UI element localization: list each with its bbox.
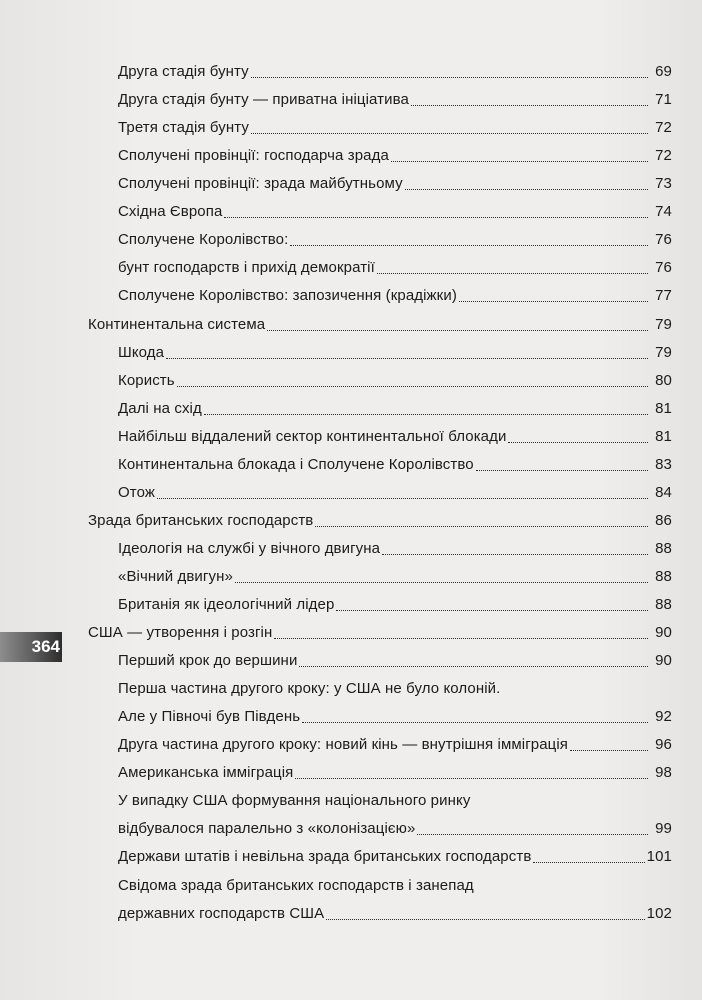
- toc-entry[interactable]: [0, 426, 702, 448]
- toc-entry-row: [118, 61, 672, 83]
- toc-entry[interactable]: [0, 566, 702, 588]
- toc-entry-title: Друга частина другого кроку: новий кінь — внутрішня імміграція: [118, 736, 569, 754]
- toc-entry-title: Східна Європа: [118, 203, 223, 221]
- toc-entry-row: [118, 257, 672, 279]
- dot-leader: [251, 132, 648, 134]
- dot-leader: [166, 357, 648, 359]
- toc-entry-title: Але у Півночі був Південь: [118, 708, 301, 726]
- toc-entry-row: [118, 89, 672, 111]
- toc-entry[interactable]: [0, 762, 702, 784]
- toc-entry-page: 88: [655, 539, 672, 557]
- toc-entry-title: США — утворення і розгін: [88, 624, 273, 641]
- toc-entry-row: [118, 846, 672, 868]
- toc-entry-title: Найбільш віддалений сектор континентальної блокади: [118, 427, 507, 445]
- toc-entry-page: 101: [646, 848, 672, 866]
- toc-entry-title: Друга стадія бунту — приватна ініціатива: [118, 91, 409, 108]
- toc-entry-row: [118, 201, 672, 223]
- toc-entry-row: [118, 145, 672, 167]
- toc-entry[interactable]: [0, 482, 702, 504]
- toc-entry-page: 71: [655, 91, 672, 108]
- toc-entry-page: 69: [655, 63, 672, 80]
- toc-entry-row: [118, 762, 672, 784]
- toc-entry-page: 99: [655, 820, 672, 838]
- toc-entry-title: Сполучене Королівство:: [118, 231, 289, 249]
- dot-leader: [290, 244, 648, 246]
- toc-entry-title: відбувалося паралельно з «колонізацією»: [118, 820, 416, 838]
- toc-entry-page: 81: [655, 399, 672, 417]
- toc-entry-page: 88: [655, 567, 672, 585]
- toc-entry-row: [118, 594, 672, 616]
- toc-entry-title: Перший крок до вершини: [118, 652, 298, 670]
- toc-entry-row: [118, 117, 672, 139]
- toc-entry[interactable]: [0, 314, 702, 336]
- toc-entry-row: [118, 538, 672, 560]
- toc-entry-page: 74: [655, 203, 672, 221]
- toc-entry-page: 72: [655, 119, 672, 137]
- toc-entry[interactable]: [0, 257, 702, 279]
- toc-entry-page: 88: [655, 596, 672, 613]
- toc-entry-page: 72: [655, 147, 672, 165]
- page-number: 364: [31, 637, 60, 656]
- toc-entry-title: Континентальна блокада і Сполучене Королівство: [118, 455, 474, 473]
- toc-entry[interactable]: [0, 622, 702, 644]
- toc-entry-row: [118, 734, 672, 756]
- toc-entry-page: 102: [646, 904, 672, 922]
- toc-entry[interactable]: [0, 903, 702, 925]
- dot-leader: [508, 441, 648, 443]
- toc-entry-row: [118, 398, 672, 420]
- dot-leader: [459, 300, 648, 302]
- dot-leader: [177, 385, 648, 387]
- toc-entry-page: 79: [655, 343, 672, 361]
- toc-entry[interactable]: [0, 454, 702, 476]
- toc-entry-row: [118, 790, 672, 812]
- toc-entry-row: [118, 370, 672, 392]
- dot-leader: [204, 413, 648, 415]
- toc-entry-title: Сполучені провінції: господарча зрада: [118, 147, 389, 165]
- toc-entry-page: 96: [655, 736, 672, 754]
- toc-entry[interactable]: [0, 398, 702, 420]
- toc-entry[interactable]: [0, 145, 702, 167]
- toc-entry-title: Держави штатів і невільна зрада британських господарств: [118, 848, 532, 866]
- toc-entry-title: Друга стадія бунту: [118, 63, 249, 80]
- toc-entry-row: [118, 818, 672, 840]
- toc-entry-page: 90: [655, 624, 672, 641]
- toc-entry-title: Зрада британських господарств: [88, 511, 314, 529]
- toc-entry-title: Британія як ідеологічний лідер: [118, 596, 335, 613]
- toc-entry-row: [118, 342, 672, 364]
- dot-leader: [157, 497, 648, 499]
- toc-entry-row: [118, 229, 672, 251]
- toc-entry[interactable]: [0, 229, 702, 251]
- toc-entry-page: 79: [655, 315, 672, 333]
- toc-entry[interactable]: [0, 678, 702, 700]
- toc-entry[interactable]: [0, 594, 702, 616]
- toc-entry-row: [118, 482, 672, 504]
- dot-leader: [382, 553, 648, 555]
- toc-entry-row: [88, 622, 672, 644]
- toc-entry-row: [118, 454, 672, 476]
- toc-entry-page: 84: [655, 483, 672, 501]
- toc-entry[interactable]: [0, 173, 702, 195]
- toc-entry-title: державних господарств США: [118, 904, 325, 922]
- toc-entry-page: 98: [655, 764, 672, 782]
- toc-entry-title: Далі на схід: [118, 399, 202, 417]
- toc-entry-row: [118, 285, 672, 307]
- toc-entry[interactable]: [0, 790, 702, 812]
- toc-entry[interactable]: [0, 875, 702, 897]
- dot-leader: [302, 721, 648, 723]
- dot-leader: [391, 160, 648, 162]
- dot-leader: [417, 833, 648, 835]
- toc-entry-page: 81: [655, 427, 672, 445]
- toc-entry-title: Сполучені провінції: зрада майбутньому: [118, 175, 403, 193]
- toc-entry[interactable]: [0, 510, 702, 532]
- toc-entry-row: [118, 173, 672, 195]
- toc-entry-page: 77: [655, 287, 672, 305]
- toc-entry-title: Американська імміграція: [118, 764, 294, 782]
- toc-entry-title: Користь: [118, 371, 175, 389]
- toc-entry[interactable]: [0, 818, 702, 840]
- dot-leader: [251, 76, 648, 78]
- toc-entry[interactable]: [0, 370, 702, 392]
- dot-leader: [326, 918, 644, 920]
- dot-leader: [274, 637, 648, 639]
- dot-leader: [295, 777, 648, 779]
- toc-entry-row: [118, 875, 672, 897]
- toc-entry-title: Сполучене Королівство: запозичення (крадіжки): [118, 287, 457, 305]
- toc-entry[interactable]: [0, 846, 702, 868]
- toc-entry-row: [88, 314, 672, 336]
- toc-entry-page: 73: [655, 175, 672, 193]
- dot-leader: [377, 272, 648, 274]
- toc-entry[interactable]: [0, 201, 702, 223]
- dot-leader: [411, 104, 648, 106]
- dot-leader: [235, 581, 648, 583]
- toc-entry[interactable]: [0, 89, 702, 111]
- toc-entry-row: [118, 706, 672, 728]
- toc-entry-page: 80: [655, 371, 672, 389]
- toc-entry[interactable]: [0, 285, 702, 307]
- toc-entry-title: Шкода: [118, 343, 165, 361]
- toc-entry-title: Свідома зрада британських господарств і занепад: [118, 876, 474, 894]
- toc-entry[interactable]: [0, 650, 702, 672]
- toc-entry-title: Перша частина другого кроку: у США не було колоній.: [118, 680, 501, 698]
- dot-leader: [336, 609, 648, 611]
- toc-entry-title: Континентальна система: [88, 315, 266, 333]
- toc-entry-page: 86: [655, 511, 672, 529]
- toc-entry-page: 92: [655, 708, 672, 726]
- toc-entry-title: Ідеологія на службі у вічного двигуна: [118, 539, 381, 557]
- dot-leader: [315, 525, 648, 527]
- dot-leader: [533, 861, 644, 863]
- toc-entry[interactable]: [0, 117, 702, 139]
- toc-entry-page: 76: [655, 231, 672, 249]
- toc-entry-title: Отож: [118, 483, 155, 501]
- toc-entry-row: [88, 510, 672, 532]
- dot-leader: [224, 216, 648, 218]
- toc-entry[interactable]: [0, 734, 702, 756]
- dot-leader: [476, 469, 648, 471]
- toc-entry-title: бунт господарств і прихід демократії: [118, 259, 375, 277]
- toc-entry-page: 83: [655, 455, 672, 473]
- dot-leader: [570, 749, 648, 751]
- toc-entry[interactable]: [0, 342, 702, 364]
- toc-entry-row: [118, 650, 672, 672]
- dot-leader: [267, 329, 648, 331]
- toc-entry[interactable]: [0, 61, 702, 83]
- toc-entry-row: [118, 903, 672, 925]
- toc-entry[interactable]: [0, 538, 702, 560]
- toc-entry-row: [118, 566, 672, 588]
- toc-entry-title: У випадку США формування національного ринку: [118, 792, 471, 810]
- toc-entry-row: [118, 426, 672, 448]
- toc-entry-title: «Вічний двигун»: [118, 567, 233, 585]
- toc-entry-page: 90: [655, 652, 672, 670]
- toc-entry-row: [118, 678, 672, 700]
- page-number-tab: [0, 632, 62, 662]
- toc-entry[interactable]: [0, 706, 702, 728]
- dot-leader: [299, 665, 648, 667]
- toc-entry-title: Третя стадія бунту: [118, 119, 249, 137]
- toc-entry-page: 76: [655, 259, 672, 277]
- dot-leader: [405, 188, 648, 190]
